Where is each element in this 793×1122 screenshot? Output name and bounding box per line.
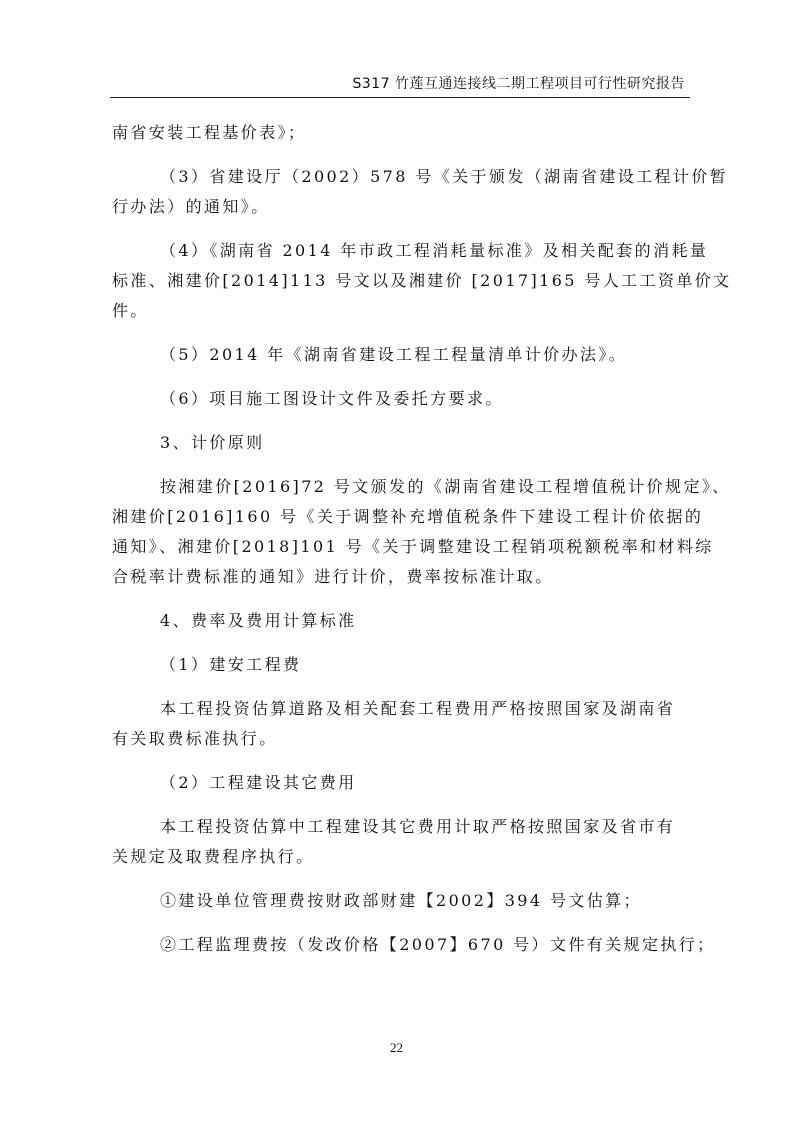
text-line: 行办法）的通知》。 <box>112 197 270 216</box>
paragraph <box>112 886 687 916</box>
text-line: 3、计价原则 <box>160 433 265 452</box>
text-line: 通知》、湘建价[2018]101 号《关于调整建设工程销项税额税率和材料综 <box>112 537 714 556</box>
text-line: 件。 <box>112 301 149 320</box>
paragraph <box>112 650 687 680</box>
text-line: （4）《湖南省 2014 年市政工程消耗量标准》及相关配套的消耗量 <box>160 241 709 260</box>
body-text <box>112 118 732 960</box>
paragraph <box>112 472 731 592</box>
text-line: 合税率计费标准的通知》进行计价，费率按标准计取。 <box>112 567 554 586</box>
paragraph <box>112 162 729 222</box>
text-line: 有关取费标准执行。 <box>112 729 278 748</box>
text-line: （1）建安工程费 <box>160 655 302 674</box>
paragraph <box>112 236 732 326</box>
report-header-title: S317 竹莲互通连接线二期工程项目可行性研究报告 <box>352 76 685 92</box>
text-line: （2）工程建设其它费用 <box>160 773 357 792</box>
text-line: 关规定及取费程序执行。 <box>112 847 315 866</box>
text-line: 湘建价[2016]160 号《关于调整补充增值税条件下建设工程计价依据的 <box>112 507 704 526</box>
text-line: 南省安装工程基价表》； <box>112 123 307 142</box>
text-line: 4、费率及费用计算标准 <box>160 611 357 630</box>
header-divider <box>110 97 690 98</box>
text-line: 本工程投资估算道路及相关配套工程费用严格按照国家及湖南省 <box>160 699 676 718</box>
text-line: （3）省建设厅（2002）578 号《关于颁发（湖南省建设工程计价暂 <box>160 167 729 186</box>
text-line: 标准、湘建价[2014]113 号文以及湘建价 [2017]165 号人工工资单价文 <box>112 271 732 290</box>
text-line: 本工程投资估算中工程建设其它费用计取严格按照国家及省市有 <box>160 817 676 836</box>
paragraph <box>112 812 687 872</box>
paragraph <box>112 428 687 458</box>
paragraph <box>112 118 687 148</box>
text-line: 按湘建价[2016]72 号文颁发的《湖南省建设工程增值税计价规定》、 <box>160 477 731 496</box>
text-line: （6）项目施工图设计文件及委托方要求。 <box>160 389 504 408</box>
page-number: 22 <box>390 1040 403 1055</box>
text-line: （5）2014 年《湖南省建设工程工程量清单计价办法》。 <box>160 345 628 364</box>
paragraph <box>112 694 687 754</box>
paragraph <box>112 768 687 798</box>
paragraph <box>112 384 687 414</box>
paragraph <box>112 930 716 960</box>
paragraph <box>112 340 687 370</box>
paragraph <box>112 606 687 636</box>
text-line: ②工程监理费按（发改价格【2007】670 号）文件有关规定执行； <box>160 935 716 954</box>
text-line: ①建设单位管理费按财政部财建【2002】394 号文估算； <box>160 891 642 910</box>
